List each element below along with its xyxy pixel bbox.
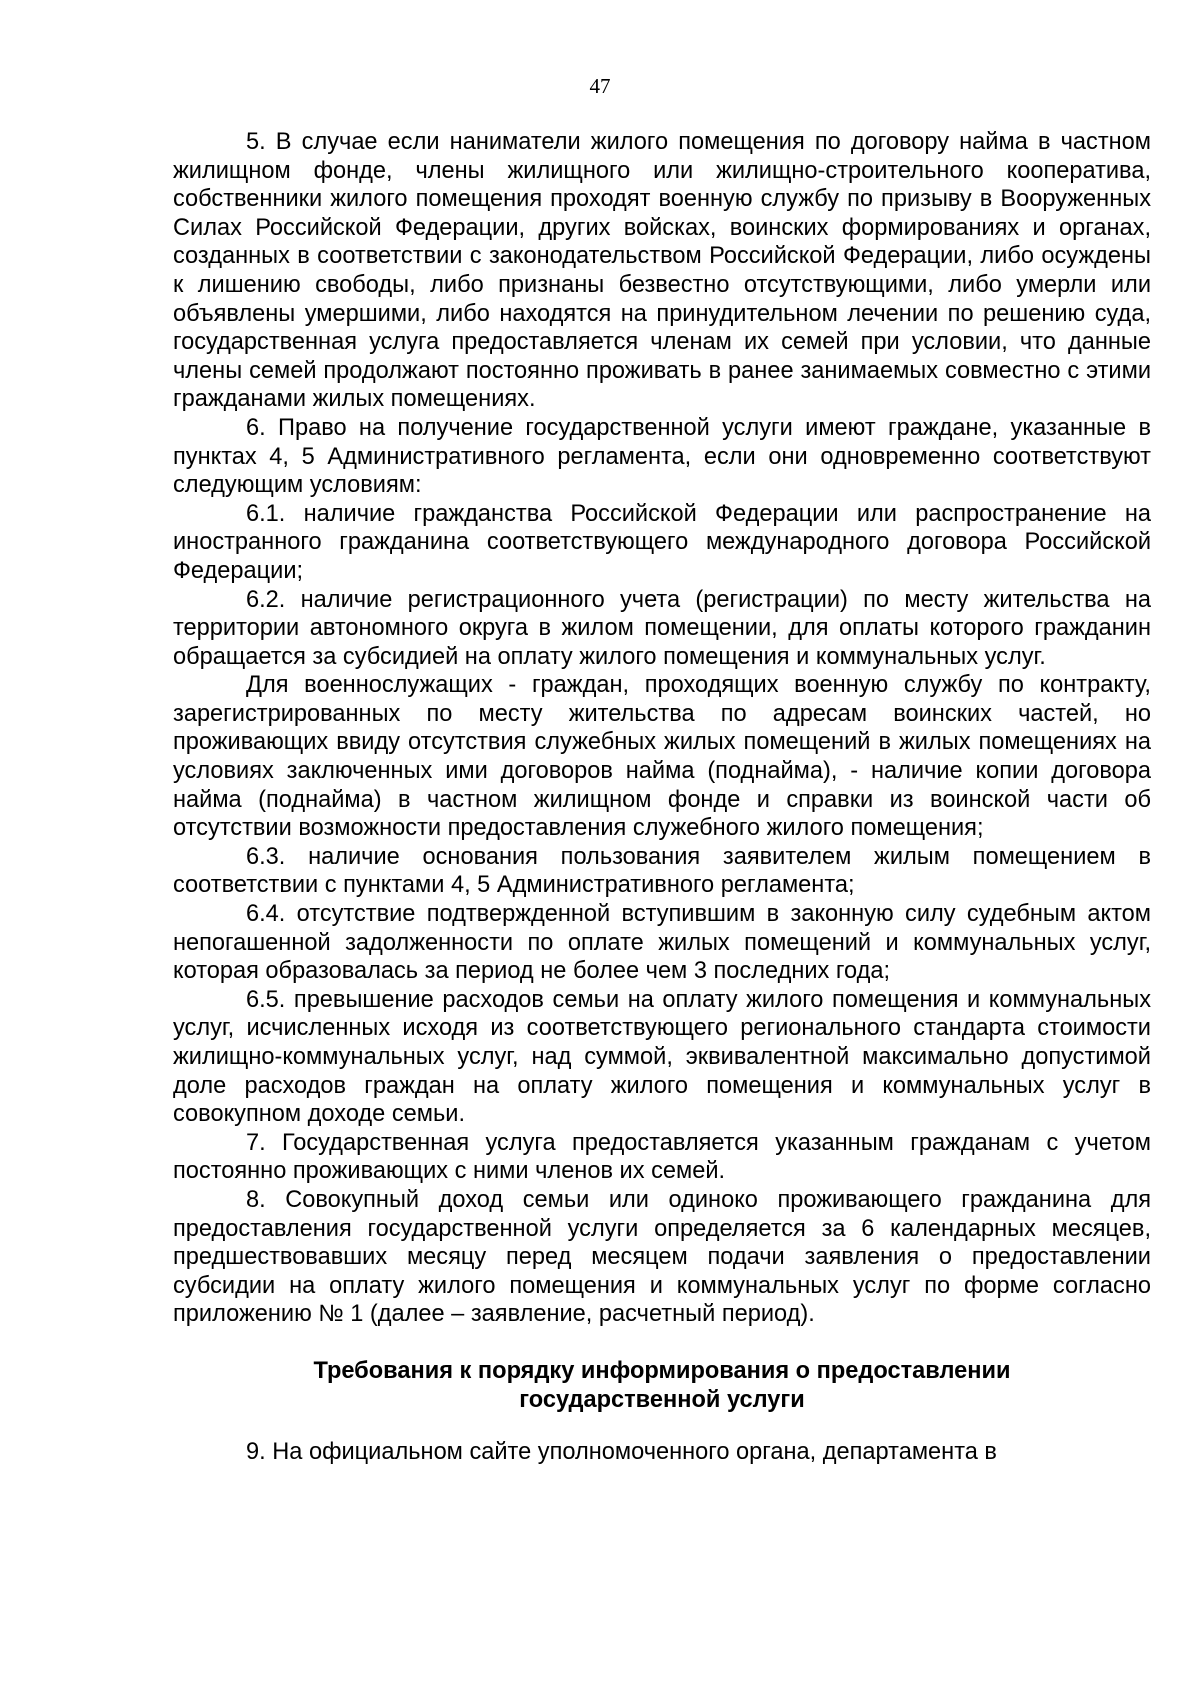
- page-number: 47: [589, 74, 611, 98]
- document-body: [173, 128, 1151, 1467]
- paragraph-6-1: 6.1. наличие гражданства Российской Федерации или распространение на иностранного гражданина соответствующего международного договора Российской Федерации;: [173, 500, 1151, 584]
- section-heading: [173, 1357, 1151, 1414]
- paragraph-6-2-military: Для военнослужащих - граждан, проходящих военную службу по контракту, зарегистрированных по месту жительства по адресам воинских частей, но проживающих ввиду отсутствия служебных жилых помещений в жилых помещениях на условиях заключенных ими договоров найма (поднайма), - наличие копии договора найма (поднайма) в частном жилищном фонде и справки из воинской части об отсутствии возможности предоставления служебного жилого помещения;: [173, 672, 1151, 842]
- paragraph-6: 6. Право на получение государственной услуги имеют граждане, указанные в пунктах 4, 5 Административного регламента, если они одновременно соответствуют следующим условиям:: [173, 414, 1151, 499]
- paragraph-5: 5. В случае если наниматели жилого помещения по договору найма в частном жилищном фонде, члены жилищного или жилищно-строительного кооператива, собственники жилого помещения проходят военную службу по призыву в Вооруженных Силах Российской Федерации, других войсках, воинских формированиях и органах, созданных в соответствии с законодательством Российской Федерации, либо осуждены к лишению свободы, либо признаны безвестно отсутствующими, либо умерли или объявлены умершими, либо находятся на принудительном лечении по решению суда, государственная услуга предоставляется членам их семей при условии, что данные члены семей продолжают постоянно проживать в ранее занимаемых совместно с этими гражданами жилых помещениях.: [173, 129, 1151, 413]
- paragraph-6-4: 6.4. отсутствие подтвержденной вступившим в законную силу судебным актом непогашенной задолженности по оплате жилых помещений и коммунальных услуг, которая образовалась за период не более чем 3 последних года;: [173, 901, 1151, 985]
- paragraph-6-5: 6.5. превышение расходов семьи на оплату жилого помещения и коммунальных услуг, исчисленных исходя из соответствующего регионального стандарта стоимости жилищно-коммунальных услуг, над суммой, эквивалентной максимально допустимой доле расходов граждан на оплату жилого помещения и коммунальных услуг в совокупном доходе семьи.: [173, 986, 1151, 1128]
- section-heading-line-2: государственной услуги: [519, 1386, 805, 1413]
- section-heading-line-1: Требования к порядку информирования о предоставлении: [313, 1357, 1011, 1384]
- paragraph-9: 9. На официальном сайте уполномоченного органа, департамента в: [246, 1439, 997, 1466]
- paragraph-7: 7. Государственная услуга предоставляется указанным гражданам с учетом постоянно проживающих с ними членов их семей.: [173, 1129, 1151, 1185]
- paragraph-6-2: 6.2. наличие регистрационного учета (регистрации) по месту жительства на территории автономного округа в жилом помещении, для оплаты которого гражданин обращается за субсидией на оплату жилого помещения и коммунальных услуг.: [173, 586, 1151, 670]
- paragraph-6-3: 6.3. наличие основания пользования заявителем жилым помещением в соответствии с пунктами 4, 5 Административного регламента;: [173, 843, 1151, 899]
- paragraph-8: 8. Совокупный доход семьи или одиноко проживающего гражданина для предоставления государственной услуги определяется за 6 календарных месяцев, предшествовавших месяцу перед месяцем подачи заявления о предоставлении субсидии на оплату жилого помещения и коммунальных услуг по форме согласно приложению № 1 (далее – заявление, расчетный период).: [173, 1186, 1151, 1328]
